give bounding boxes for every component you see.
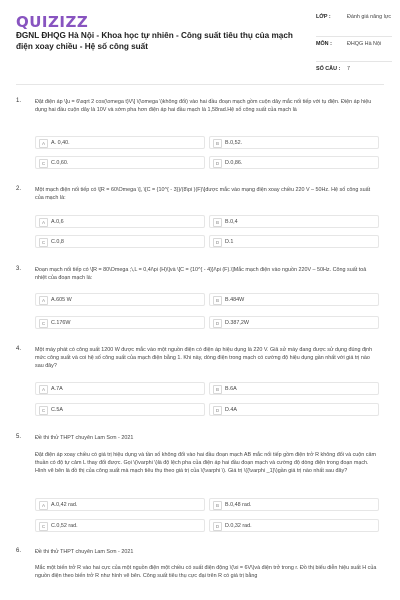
option-b[interactable]	[209, 498, 379, 511]
option-a[interactable]	[35, 498, 205, 511]
class-label: LỚP :	[316, 14, 331, 20]
option-text: B.6A	[225, 386, 237, 392]
worksheet-title: ĐGNL ĐHQG Hà Nội - Khoa học tự nhiên - Công suất tiêu thụ của mạch điện xoay chiều - Hệ số công suất	[16, 31, 293, 51]
question-2	[16, 186, 384, 256]
option-text: D.0,86.	[225, 160, 243, 166]
question-3	[16, 266, 384, 336]
option-letter: A	[39, 296, 48, 305]
option-text: C.0,8	[51, 239, 64, 245]
option-letter: A	[39, 218, 48, 227]
option-d[interactable]	[209, 316, 379, 329]
option-letter: C	[39, 159, 48, 168]
option-text: C.0,52 rad.	[51, 523, 78, 529]
option-letter: B	[213, 218, 222, 227]
worksheet-meta-subject	[316, 41, 392, 52]
option-text: B.484W	[225, 297, 245, 303]
option-c[interactable]	[35, 519, 205, 532]
option-letter: A	[39, 501, 48, 510]
option-b[interactable]	[209, 293, 379, 306]
option-letter: B	[213, 139, 222, 148]
option-text: B.0,52.	[225, 140, 243, 146]
option-b[interactable]	[209, 136, 379, 149]
question-4	[16, 346, 384, 426]
option-text: C.5A	[51, 407, 63, 413]
question-count-label: SỐ CÂU :	[316, 66, 341, 72]
option-text: A.0,6	[51, 219, 64, 225]
option-c[interactable]	[35, 403, 205, 416]
option-text: C.176W	[51, 320, 71, 326]
option-letter: B	[213, 296, 222, 305]
question-number: 1.	[16, 98, 22, 104]
question-text: Một máy phát có công suất 1200 W được mắc vào một nguồn điện có điện áp hiệu dụng là 220 V. Giả sử máy đang được sử dụng đúng định mức công suất và coi hệ số công suất của mạch điện bằng 1. Khi này, dòng điện trong mạch có cường độ hiệu dụng gần nhất với giá trị nào sau đây?	[35, 347, 373, 369]
option-text: B.0,4	[225, 219, 238, 225]
meta-class	[316, 14, 392, 21]
option-letter: B	[213, 385, 222, 394]
option-text: A. 0,40.	[51, 140, 70, 146]
worksheet-meta	[316, 14, 392, 25]
option-text: D.387,2W	[225, 320, 249, 326]
option-letter: D	[213, 319, 222, 328]
question-number: 5.	[16, 434, 22, 440]
option-letter: C	[39, 522, 48, 531]
question-text: Mắc một biến trở R vào hai cực của một nguồn điện một chiều có suất điện động \(\xi = 6V\)và điện trở trong r. Đồ thị biểu diễn hiệu suất H của nguồn điện theo biến trở R như hình vẽ bên. Công suất tiêu thụ cực đại trên R có giá trị bằng	[35, 565, 377, 579]
question-5	[16, 434, 384, 544]
option-text: D.1	[225, 239, 234, 245]
question-text: Đoạn mạch nối tiếp có \[R = 80\Omega ;\,L = 0,4/\pi (H)\]và \[C = {10^{ - 4}}/\pi (F).\]Mắc mạch điện vào nguồn 220V – 50Hz. Công suất toả nhiệt của đoạn mạch là:	[35, 267, 367, 281]
option-text: C.0,60.	[51, 160, 69, 166]
worksheet-header	[0, 0, 400, 80]
option-letter: C	[39, 238, 48, 247]
question-count-value: 7	[347, 66, 350, 72]
quizizz-logo: QUIZIZZ	[16, 13, 89, 31]
subject-value: ĐHQG Hà Nội	[347, 41, 382, 47]
option-a[interactable]	[35, 215, 205, 228]
option-text: A.7A	[51, 386, 63, 392]
question-number: 2.	[16, 186, 22, 192]
option-text: D.4A	[225, 407, 237, 413]
option-a[interactable]	[35, 293, 205, 306]
option-letter: D	[213, 406, 222, 415]
question-source: Đề thi thử THPT chuyên Lam Sơn - 2021	[35, 549, 134, 555]
question-6	[16, 548, 384, 598]
option-text: A.605 W	[51, 297, 72, 303]
option-letter: D	[213, 238, 222, 247]
option-b[interactable]	[209, 215, 379, 228]
option-c[interactable]	[35, 316, 205, 329]
question-number: 6.	[16, 548, 22, 554]
header-divider	[16, 84, 384, 85]
question-text: Một mạch điện nối tiếp có \[R = 60\Omega \], \[C = {10^{ - 3}}/(8\pi )(F)\]được mắc vào mạng điện xoay chiều 220 V – 50Hz. Hệ số công suất của mạch là:	[35, 187, 371, 201]
question-number: 3.	[16, 266, 22, 272]
option-letter: C	[39, 406, 48, 415]
option-c[interactable]	[35, 235, 205, 248]
option-a[interactable]	[35, 136, 205, 149]
option-letter: D	[213, 159, 222, 168]
option-letter: B	[213, 501, 222, 510]
option-d[interactable]	[209, 519, 379, 532]
option-letter: C	[39, 319, 48, 328]
question-1	[16, 98, 384, 178]
option-d[interactable]	[209, 156, 379, 169]
question-source: Đề thi thử THPT chuyên Lam Sơn - 2021	[35, 435, 134, 441]
option-d[interactable]	[209, 235, 379, 248]
meta-divider	[316, 36, 392, 37]
option-b[interactable]	[209, 382, 379, 395]
option-letter: A	[39, 385, 48, 394]
question-text: Đặt điện áp \[u = 6\sqrt 2 cos(\omega t)V\] \(\omega \)không đổi) vào hai đầu đoạn mạch gồm cuộn dây mắc nối tiếp với tụ điện. Điện áp hiệu dụng hai đầu cuộn dây là 10V và sớm pha hơn điện áp hai đầu mạch là 1,58rad.Hệ số công suất của mạch là	[35, 99, 372, 113]
meta-divider	[316, 61, 392, 62]
subject-label: MÔN :	[316, 41, 332, 47]
question-text: Đặt điện áp xoay chiều có giá trị hiệu dụng và tần số không đổi vào hai đầu đoạn mạch AB mắc nối tiếp gồm điện trở R không đổi và cuộn cảm thuần có độ tự cảm L thay đổi được. Gọi \(\varphi \)là độ lệch pha của điện áp hai đầu đoạn mạch và cường độ dòng điện trong đoạn mạch. Hình vẽ bên là đồ thị của công suất mà mạch tiêu thụ theo giá trị của \(\varphi \). Giá trị \({\varphi _1}\)gần giá trị nào nhất sau đây?	[35, 452, 376, 474]
option-d[interactable]	[209, 403, 379, 416]
meta-question-count	[316, 66, 392, 73]
option-text: D.0,32 rad.	[225, 523, 252, 529]
question-number: 4.	[16, 346, 22, 352]
worksheet-meta-count	[316, 66, 392, 77]
option-text: A.0,42 rad.	[51, 502, 78, 508]
option-letter: D	[213, 522, 222, 531]
option-letter: A	[39, 139, 48, 148]
class-value: Đánh giá năng lực	[347, 14, 392, 20]
option-text: B.0,48 rad.	[225, 502, 252, 508]
meta-subject	[316, 41, 392, 48]
option-c[interactable]	[35, 156, 205, 169]
option-a[interactable]	[35, 382, 205, 395]
